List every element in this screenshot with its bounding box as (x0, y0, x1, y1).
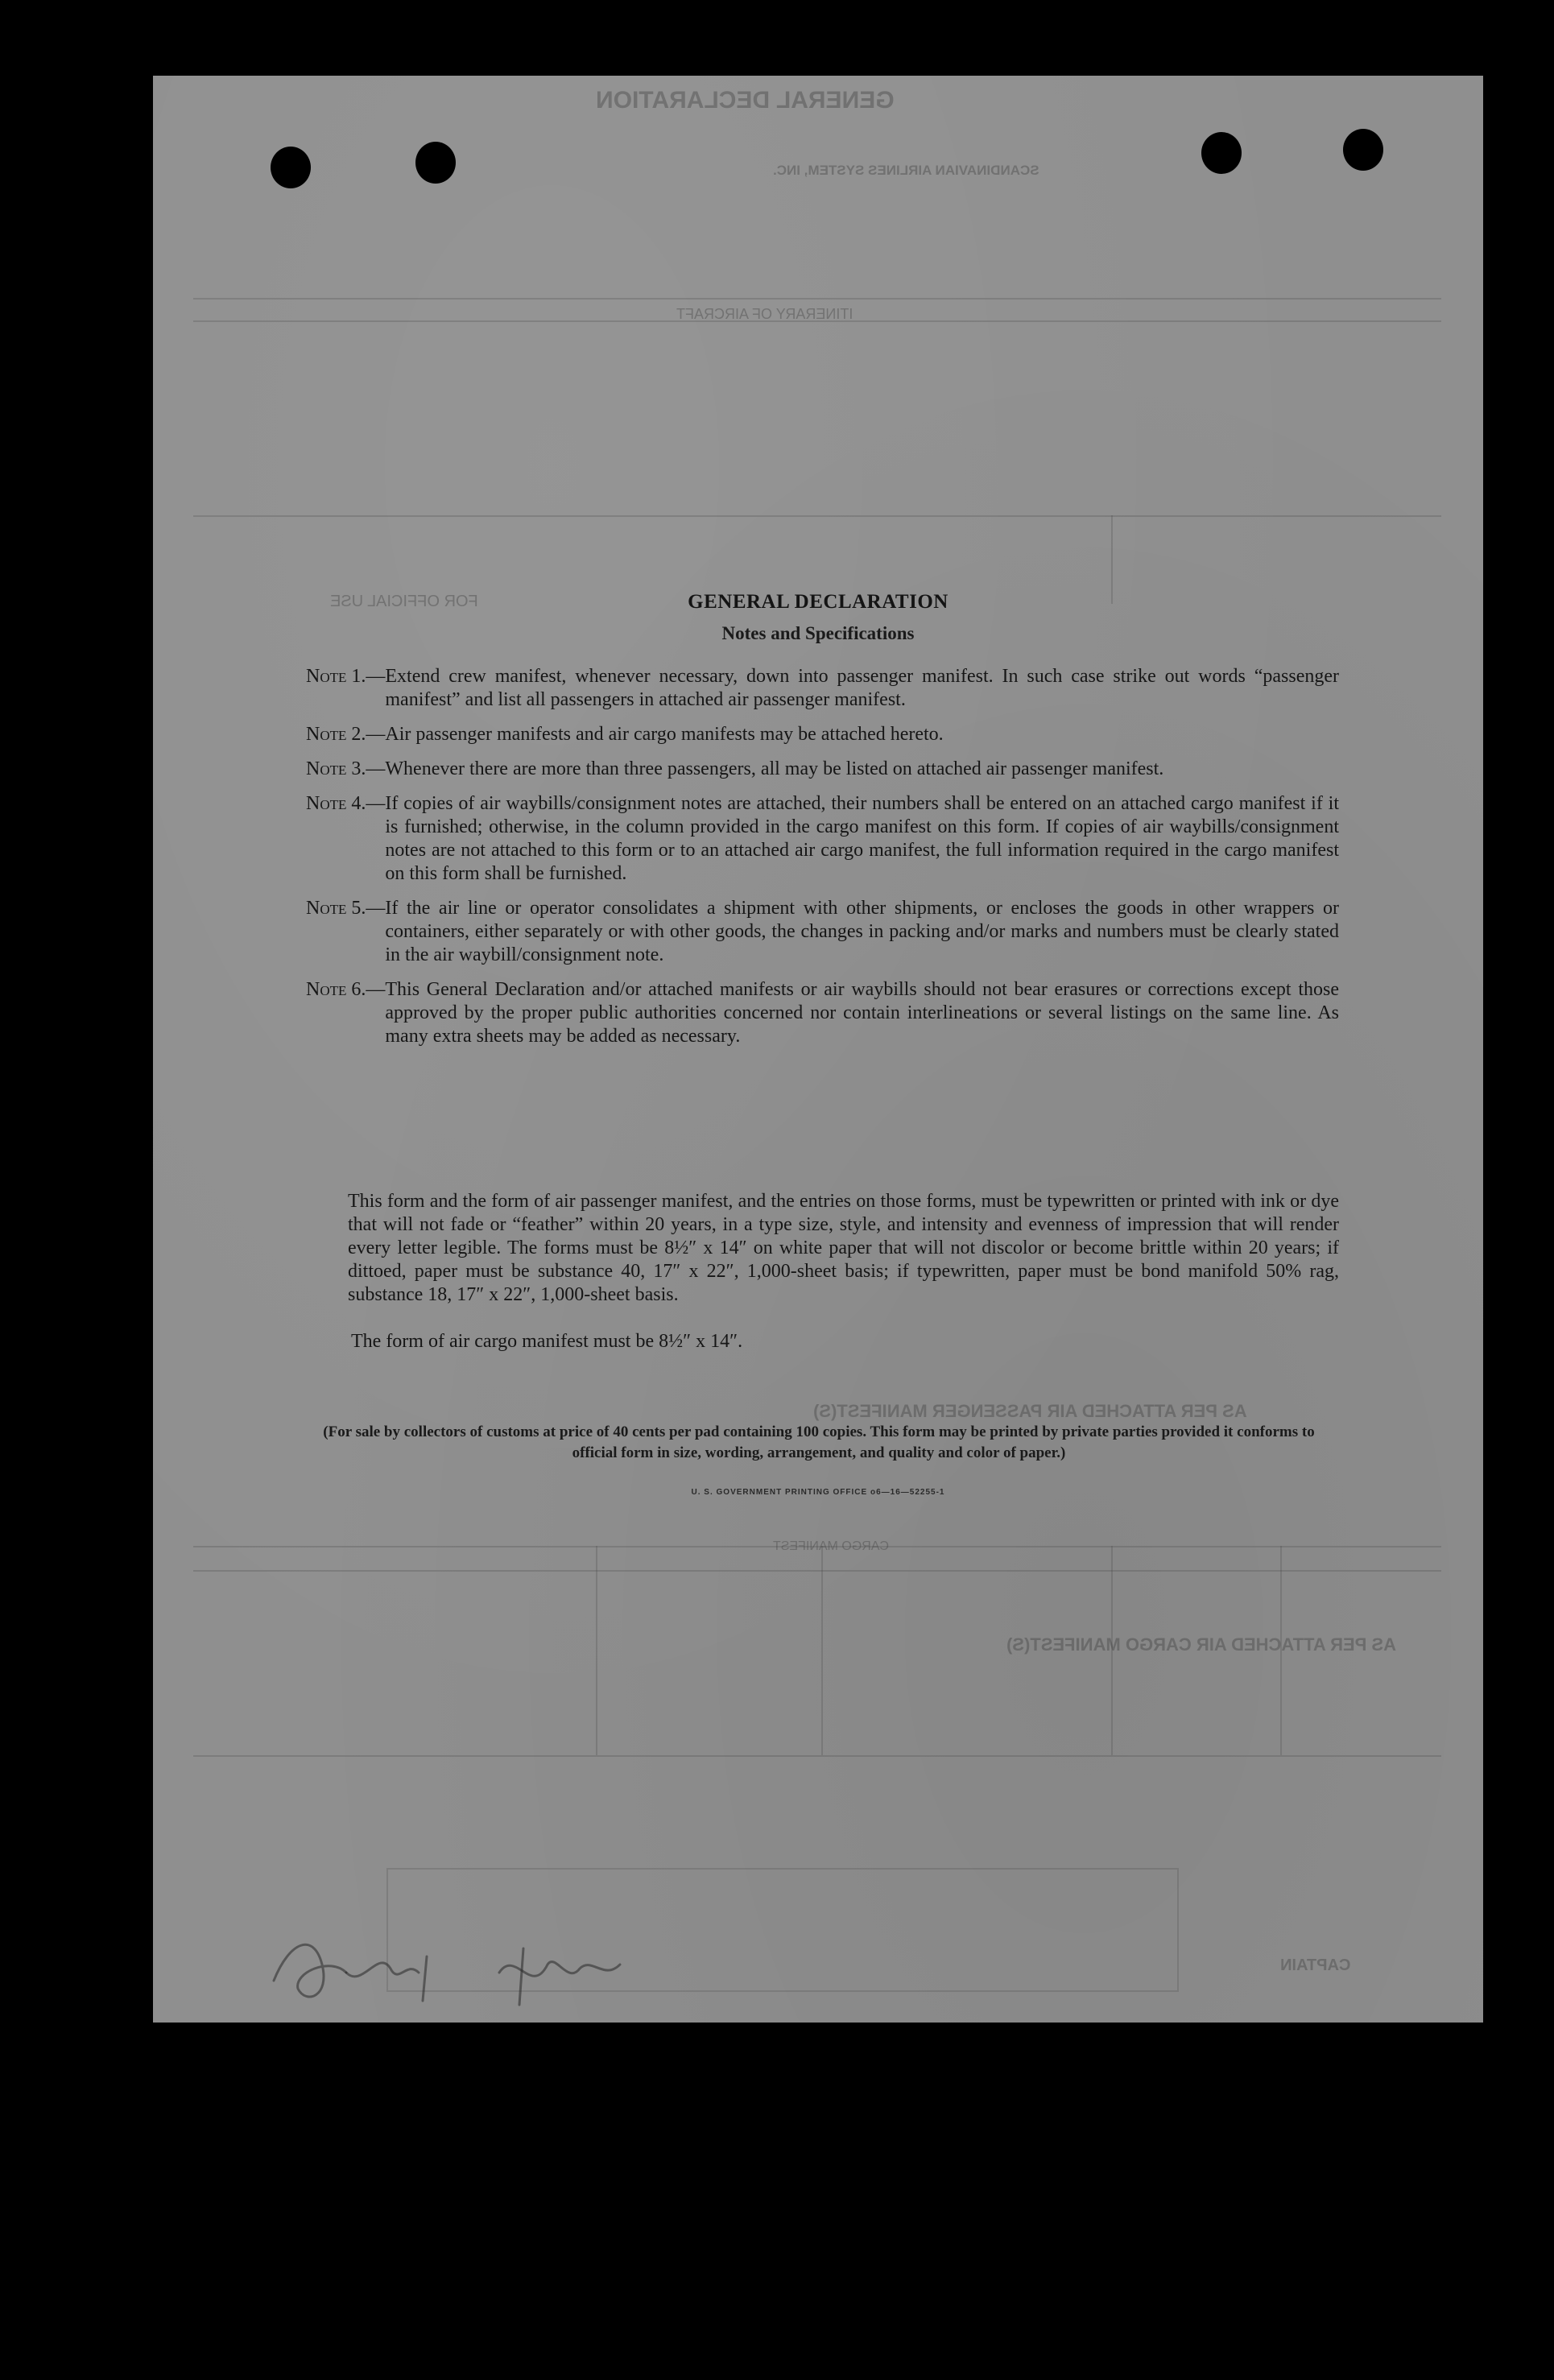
bleed-through-itinerary: ITINERARY OF AIRCRAFT (676, 306, 853, 322)
note-1 (306, 665, 1339, 712)
note-label: Note 4.— (306, 793, 386, 814)
note-5 (306, 897, 1339, 967)
bleed-through-cargo-manifest: AS PER ATTACHED AIR CARGO MANIFEST(S) (1006, 1634, 1396, 1655)
note-label: Note 3.— (306, 758, 386, 779)
note-label: Note 1.— (306, 666, 386, 687)
bleed-through-airline: SCANDINAVIAN AIRLINES SYSTEM, INC. (773, 163, 1039, 178)
punch-hole-2 (415, 142, 456, 184)
bleed-through-passenger-manifest: AS PER ATTACHED AIR PASSENGER MANIFEST(S) (813, 1401, 1247, 1421)
signature-bleed-through (258, 1924, 644, 2013)
note-text: Air passenger manifests and air cargo manifests may be attached hereto. (385, 724, 944, 745)
note-6 (306, 978, 1339, 1048)
punch-hole-3 (1201, 132, 1242, 174)
note-text: Whenever there are more than three passengers, all may be listed on attached air passenger manifest. (385, 758, 1164, 779)
note-4 (306, 792, 1339, 886)
bleed-through-cargo-header: CARGO MANIFEST (773, 1539, 890, 1553)
note-2 (306, 723, 1339, 746)
punch-hole-1 (271, 147, 311, 188)
page-subtitle: Notes and Specifications (721, 623, 915, 643)
bleed-through-header: GENERAL DECLARATION (596, 87, 895, 114)
note-3 (306, 758, 1339, 781)
note-label: Note 2.— (306, 724, 386, 745)
bleed-through-rule (193, 1755, 1441, 1757)
note-text: Extend crew manifest, whenever necessary, down into passenger manifest. In such case strike out words “passenger manifest” and list all passengers in attached air passenger manifest. (385, 666, 1339, 710)
bleed-through-rule (596, 1546, 597, 1755)
note-text: If copies of air waybills/consignment notes are attached, their numbers shall be entered on an attached cargo manifest if it is furnished; otherwise, in the column provided in the cargo manifest on this form. If copies of air waybills/consignment notes are not attached to this form or to an attached air cargo manifest, the full information required in the cargo manifest on this form shall be furnished. (385, 793, 1339, 884)
bleed-through-rule (1111, 1546, 1113, 1755)
bleed-through-rule (193, 1546, 1441, 1547)
printing-office-line: U. S. GOVERNMENT PRINTING OFFICE o6—16—52255-1 (691, 1488, 945, 1497)
punch-hole-4 (1343, 129, 1383, 171)
note-text: If the air line or operator consolidates a shipment with other shipments, or encloses the goods in other wrappers or containers, either separately or with other goods, the changes in packing and/or marks and numbers must be clearly stated in the air waybill/consignment note. (385, 898, 1339, 965)
bleed-through-official-use: FOR OFFICIAL USE (330, 593, 478, 610)
bleed-through-rule (1280, 1546, 1282, 1755)
note-label: Note 5.— (306, 898, 386, 919)
note-label: Note 6.— (306, 979, 386, 1000)
bleed-through-rule (193, 1570, 1441, 1572)
sale-notice: (For sale by collectors of customs at price of 40 cents per pad containing 100 copies. This form may be printed by private parties provided it conforms to official form in size, wording, arrangement, and quality and color of paper.) (323, 1423, 1315, 1461)
bleed-through-captain: CAPTAIN (1280, 1956, 1351, 1974)
bleed-through-rule (193, 515, 1441, 517)
cargo-size-line: The form of air cargo manifest must be 8½″ x 14″. (351, 1331, 743, 1352)
note-text: This General Declaration and/or attached manifests or air waybills should not bear erasures or corrections except those approved by the proper public authorities concerned nor contain interlineations or several listings on the same line. As many extra sheets may be added as necessary. (385, 979, 1339, 1047)
bleed-through-rule (193, 320, 1441, 322)
specification-paragraph (348, 1190, 1339, 1307)
notes-list (306, 665, 1339, 1060)
page-title: GENERAL DECLARATION (688, 591, 949, 613)
bleed-through-rule (193, 298, 1441, 300)
bleed-through-rule (821, 1546, 823, 1755)
specification-text: This form and the form of air passenger manifest, and the entries on those forms, must be typewritten or printed with ink or dye that will not fade or “feather” within 20 years, in a type size, style, and intensity and evenness of impression that will render every letter legible. The forms must be 8½″ x 14″ on white paper that will not discolor or become brittle within 20 years; if dittoed, paper must be substance 40, 17″ x 22″, 1,000-sheet basis; if typewritten, paper must be bond manifold 50% rag, substance 18, 17″ x 22″, 1,000-sheet basis. (348, 1191, 1339, 1305)
